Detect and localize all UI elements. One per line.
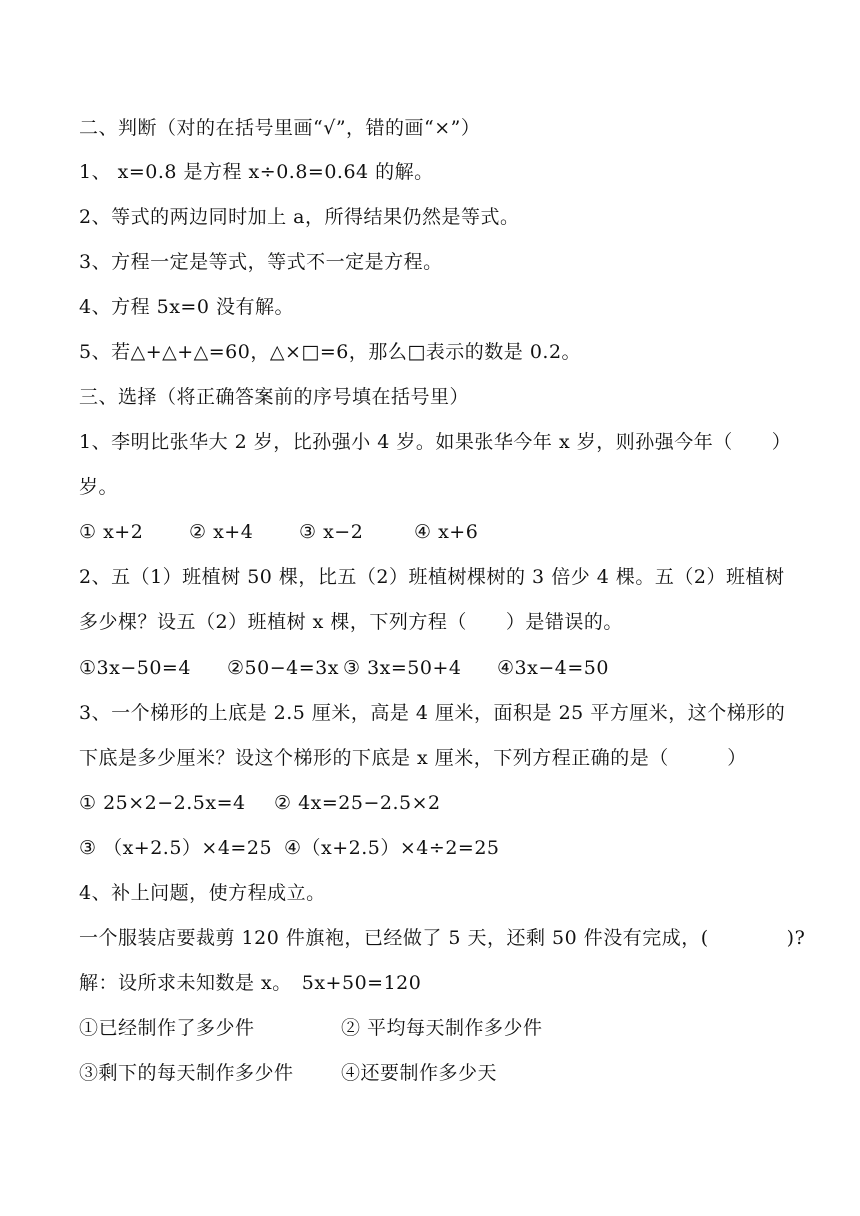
- q3-option-4: ④（x+2.5）×4÷2=25: [284, 837, 500, 859]
- q1-stem-line2: 岁。: [79, 476, 119, 498]
- section2-heading: 二、判断（对的在括号里画“√”，错的画“×”）: [79, 117, 481, 139]
- q4-option-2: ② 平均每天制作多少件: [341, 1017, 543, 1039]
- q3-option-1: ① 25×2−2.5x=4: [79, 792, 246, 814]
- q1-option-4: ④ x+6: [414, 521, 479, 543]
- q2-stem-line1: 2、五（1）班植树 50 棵，比五（2）班植树棵树的 3 倍少 4 棵。五（2）班植树: [79, 566, 785, 588]
- judge-item-3: 3、方程一定是等式，等式不一定是方程。: [79, 251, 443, 273]
- q2-option-3: ③ 3x=50+4: [343, 657, 462, 679]
- q2-option-2: ②50−4=3x: [227, 657, 339, 679]
- q3-stem-line2: 下底是多少厘米？设这个梯形的下底是 x 厘米，下列方程正确的是（ ）: [79, 747, 747, 769]
- q4-option-3: ③剩下的每天制作多少件: [79, 1062, 294, 1084]
- q3-option-2: ② 4x=25−2.5×2: [274, 792, 441, 814]
- q4-stem-line2: 一个服装店要裁剪 120 件旗袍，已经做了 5 天，还剩 50 件没有完成，( )?: [79, 927, 806, 949]
- q3-option-3: ③ （x+2.5）×4=25: [79, 837, 273, 859]
- judge-item-1: 1、 x=0.8 是方程 x÷0.8=0.64 的解。: [79, 161, 434, 183]
- judge-item-5: 5、若△+△+△=60，△×□=6，那么□表示的数是 0.2。: [79, 341, 582, 363]
- q1-option-2: ② x+4: [189, 521, 254, 543]
- judge-item-2: 2、等式的两边同时加上 a，所得结果仍然是等式。: [79, 206, 520, 228]
- q1-option-1: ① x+2: [79, 521, 144, 543]
- q4-stem-line1: 4、补上问题，使方程成立。: [79, 882, 326, 904]
- q1-stem-line1: 1、李明比张华大 2 岁，比孙强小 4 岁。如果张华今年 x 岁，则孙强今年（ ）: [79, 431, 792, 453]
- judge-item-4: 4、方程 5x=0 没有解。: [79, 296, 294, 318]
- q4-option-4: ④还要制作多少天: [341, 1062, 498, 1084]
- q2-option-4: ④3x−4=50: [497, 657, 609, 679]
- section3-heading: 三、选择（将正确答案前的序号填在括号里）: [79, 386, 470, 408]
- q1-option-3: ③ x−2: [299, 521, 364, 543]
- q2-stem-line2: 多少棵？设五（2）班植树 x 棵，下列方程（ ）是错误的。: [79, 611, 623, 633]
- q3-stem-line1: 3、一个梯形的上底是 2.5 厘米，高是 4 厘米，面积是 25 平方厘米，这个梯形的: [79, 702, 786, 724]
- q4-solution-line: 解：设所求未知数是 x。 5x+50=120: [79, 972, 422, 994]
- q2-option-1: ①3x−50=4: [79, 657, 191, 679]
- q4-option-1: ①已经制作了多少件: [79, 1017, 255, 1039]
